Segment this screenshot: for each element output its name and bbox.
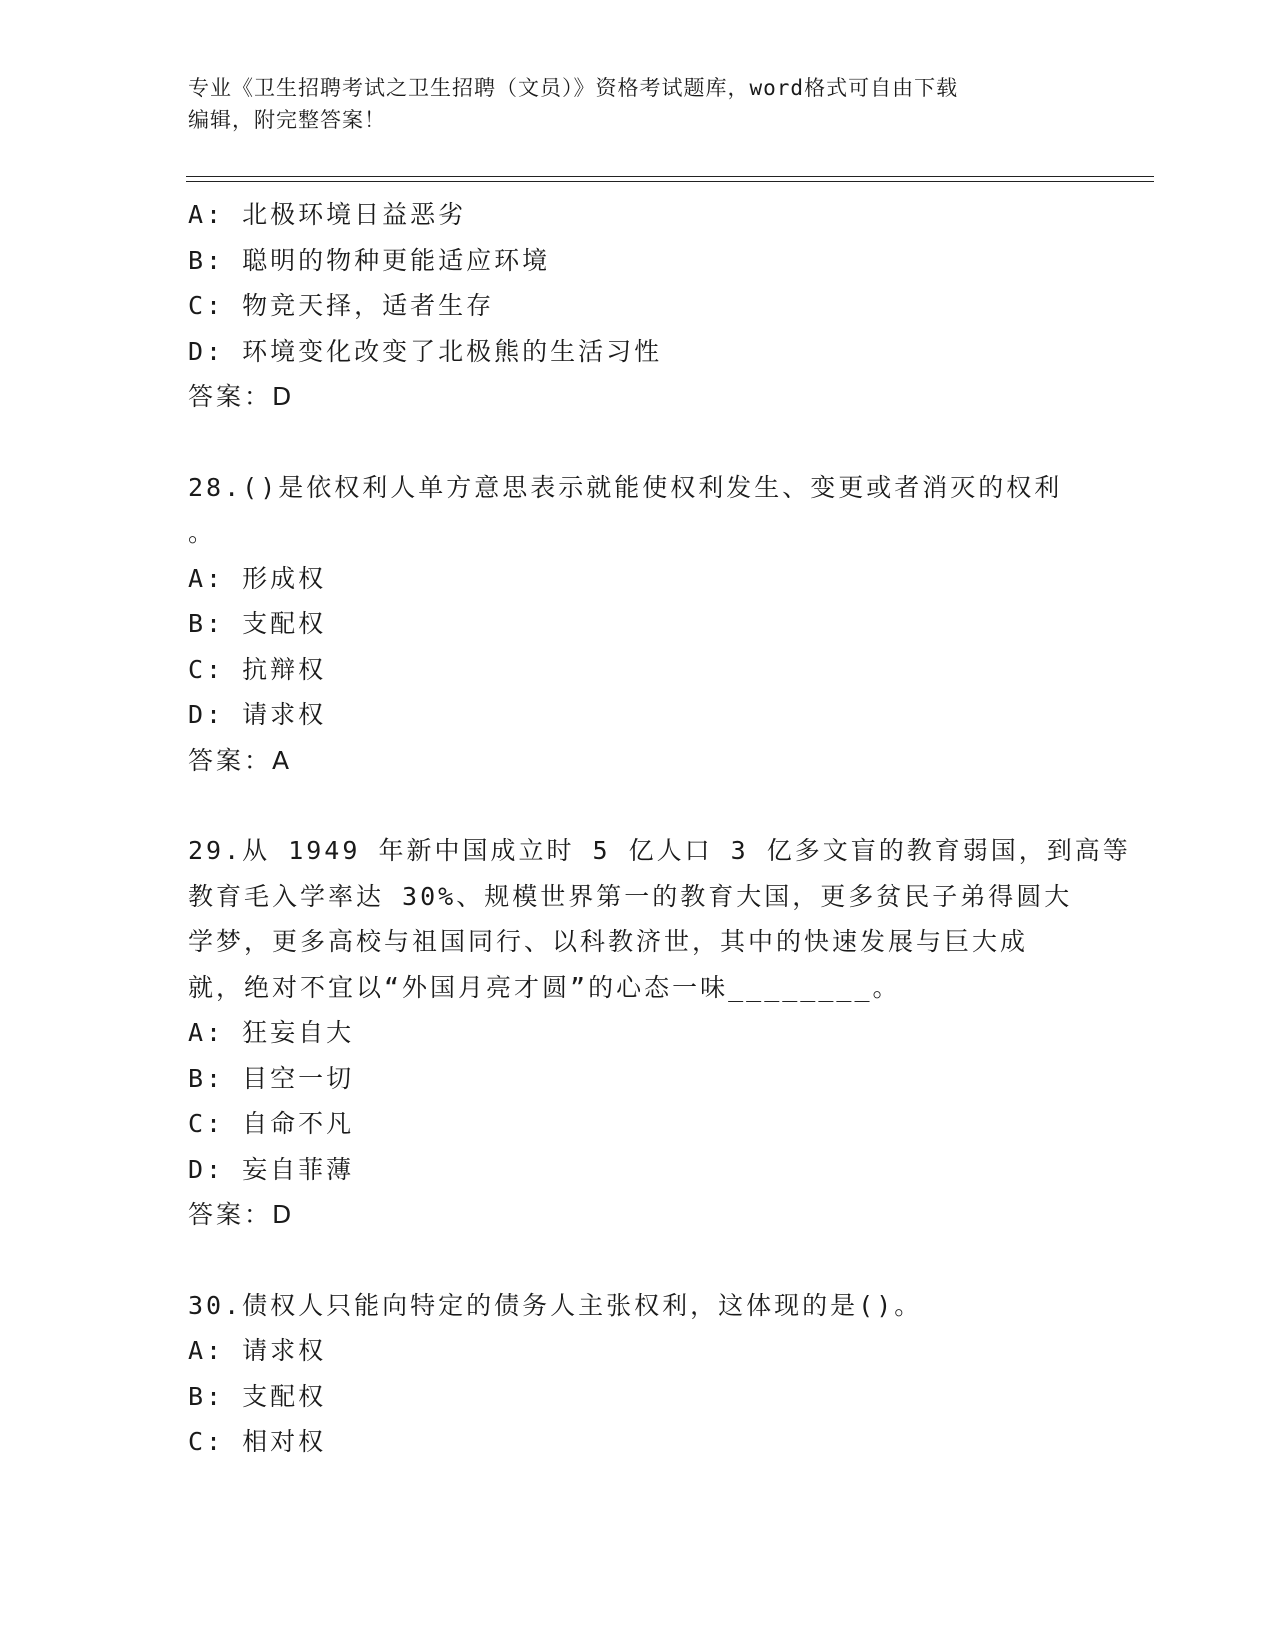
option-b: B: 支配权 [188, 1381, 327, 1411]
question-text-line: 学梦，更多高校与祖国同行、以科教济世，其中的快速发展与巨大成 [188, 927, 1029, 956]
answer: 答案：D [188, 1200, 295, 1229]
answer: 答案：A [188, 745, 293, 775]
option-b: B: 目空一切 [188, 1063, 355, 1093]
document-header [188, 72, 1088, 136]
option-b: B: 支配权 [188, 609, 327, 638]
answer: 答案：D [188, 382, 295, 411]
question-text-line: 29.从 1949 年新中国成立时 5 亿人口 3 亿多文盲的教育弱国，到高等 [188, 836, 1131, 865]
option-c: C: 相对权 [188, 1427, 327, 1456]
question-30 [188, 1283, 1078, 1465]
question-text-line: 。 [188, 518, 217, 547]
option-d: D: 妄自菲薄 [188, 1154, 355, 1184]
question-text-line: 28.()是依权利人单方意思表示就能使权利发生、变更或者消灭的权利 [188, 472, 1063, 502]
question-27 [188, 192, 1078, 420]
option-d: D: 环境变化改变了北极熊的生活习性 [188, 336, 663, 366]
option-d: D: 请求权 [188, 700, 327, 729]
option-c: C: 自命不凡 [188, 1109, 355, 1138]
option-b: B: 聪明的物种更能适应环境 [188, 245, 551, 275]
question-list [188, 192, 1131, 1465]
option-a: A: 北极环境日益恶劣 [188, 200, 467, 229]
option-c: C: 抗辩权 [188, 654, 327, 684]
question-text-line: 30.债权人只能向特定的债务人主张权利，这体现的是()。 [188, 1290, 923, 1320]
option-a: A: 请求权 [188, 1336, 327, 1365]
option-a: A: 狂妄自大 [188, 1018, 355, 1047]
header-line-1: 专业《卫生招聘考试之卫生招聘（文员）》资格考试题库，word格式可自由下载 [188, 76, 959, 100]
question-28 [188, 465, 1078, 784]
header-line-2: 编辑，附完整答案！ [188, 108, 386, 132]
question-text-line: 就，绝对不宜以“外国月亮才圆”的心态一味________。 [188, 972, 901, 1002]
header-divider-top [186, 176, 1154, 177]
option-c: C: 物竞天择，适者生存 [188, 291, 495, 320]
question-text-line: 教育毛入学率达 30%、规模世界第一的教育大国，更多贫民子弟得圆大 [188, 881, 1073, 911]
header-divider-bottom [186, 181, 1154, 182]
option-a: A: 形成权 [188, 563, 327, 593]
question-29 [188, 828, 1131, 1238]
